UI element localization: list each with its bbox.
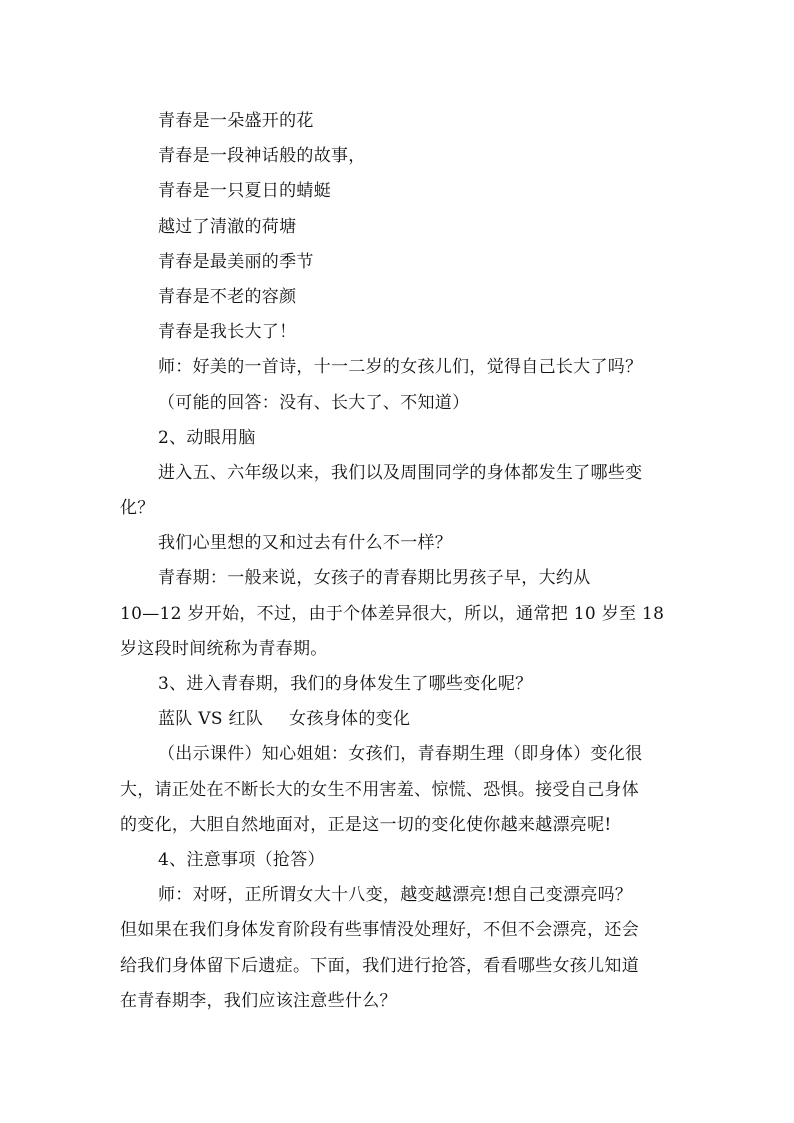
poem-line: 青春是一朵盛开的花	[158, 111, 314, 131]
document-body	[120, 104, 680, 1019]
puberty-definition: 10—12 岁开始，不过，由于个体差异很大，所以，通常把 10 岁至 18	[120, 603, 665, 624]
puberty-definition: 青春期：一般来说，女孩子的青春期比男孩子早，大约从	[158, 568, 591, 589]
section-4-paragraph: 师：对呀，正所谓女大十八变，越变越漂亮!想自己变漂亮吗？	[158, 885, 633, 906]
section-3-paragraph: 大，请正处在不断长大的女生不用害羞、惊慌、恐惧。接受自己身体	[120, 779, 639, 800]
team-topic-line	[120, 702, 680, 737]
section-2-paragraph: 进入五、六年级以来，我们以及周围同学的身体都发生了哪些变	[158, 462, 643, 483]
section-3-paragraph: 的变化，大胆自然地面对，正是这一切的变化使你越来越漂亮呢!	[120, 814, 612, 835]
section-4-paragraph: 给我们身体留下后遗症。下面，我们进行抢答，看看哪些女孩儿知道	[120, 955, 639, 976]
topic-label: 女孩身体的变化	[289, 709, 411, 730]
section-2-paragraph: 化？	[120, 498, 155, 519]
puberty-definition: 岁这段时间统称为青春期。	[120, 638, 328, 659]
section-4-paragraph: 在青春期李，我们应该注意些什么？	[120, 990, 397, 1011]
poem-line: 越过了清澈的荷塘	[158, 216, 297, 237]
poem-line: 青春是最美丽的季节	[158, 251, 314, 272]
possible-answer: （可能的回答：没有、长大了、不知道）	[158, 392, 470, 413]
section-4-heading: 4、注意事项（抢答）	[158, 849, 325, 870]
section-2-question: 我们心里想的又和过去有什么不一样？	[158, 533, 453, 554]
poem-line: 青春是我长大了！	[158, 322, 297, 343]
poem-line: 青春是不老的容颜	[158, 286, 297, 307]
section-4-paragraph: 但如果在我们身体发育阶段有些事情没处理好，不但不会漂亮，还会	[120, 920, 639, 941]
section-2-heading: 2、动眼用脑	[158, 427, 256, 448]
teams-label: 蓝队 VS 红队	[158, 709, 264, 730]
section-3-paragraph: （出示课件）知心姐姐：女孩们，青春期生理（即身体）变化很	[158, 744, 643, 765]
teacher-question: 师：好美的一首诗，十一二岁的女孩儿们，觉得自己长大了吗？	[158, 357, 643, 378]
poem-line: 青春是一只夏日的蜻蜓	[158, 181, 331, 202]
section-3-heading: 3、进入青春期，我们的身体发生了哪些变化呢？	[158, 674, 533, 694]
poem-line: 青春是一段神话般的故事，	[158, 146, 366, 167]
